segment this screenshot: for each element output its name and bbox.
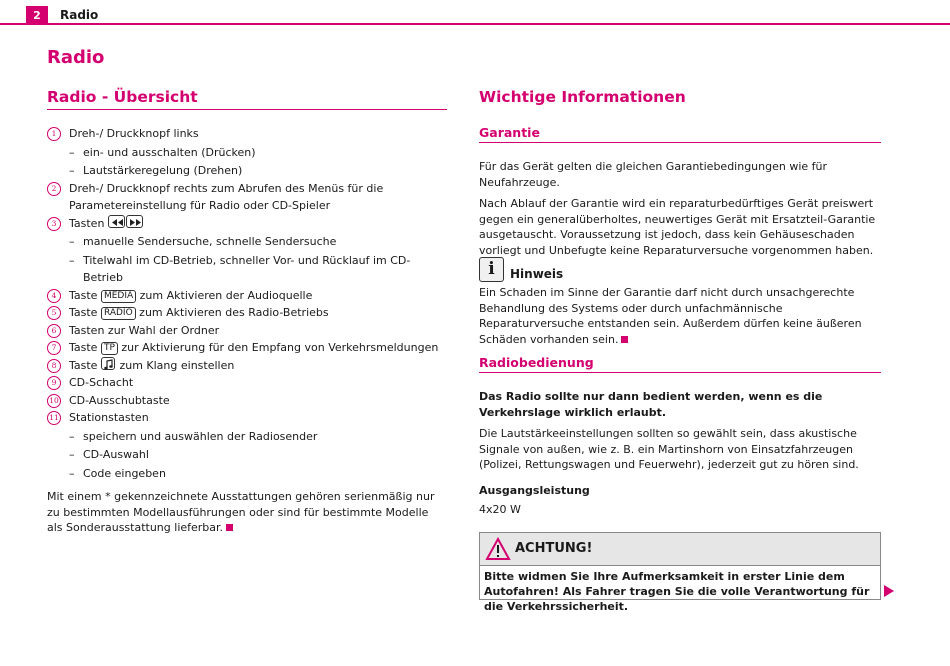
- page-header: [0, 0, 950, 25]
- callout-number: 11: [47, 411, 61, 425]
- item-text: Tasten: [69, 216, 105, 230]
- button-tag: RADIO: [101, 307, 136, 320]
- info-icon: i: [479, 257, 504, 282]
- main-title: Radio: [47, 47, 105, 68]
- overview-list: [47, 125, 447, 536]
- sub-item: – Lautstärkeregelung (Drehen): [47, 162, 447, 180]
- garantie-section: [479, 159, 881, 264]
- sub-item: – ein- und ausschalten (Drücken): [47, 144, 447, 162]
- page-number: 2: [26, 6, 48, 25]
- list-item: [47, 287, 447, 305]
- callout-number: 3: [47, 217, 61, 231]
- callout-number: 9: [47, 376, 61, 390]
- item-text: CD-Ausschubtaste: [69, 393, 170, 407]
- sub-item: – CD-Auswahl: [47, 446, 447, 464]
- list-item: [47, 304, 447, 322]
- item-text: Tasten zur Wahl der Ordner: [69, 323, 220, 337]
- overview-heading: Radio - Übersicht: [47, 88, 447, 110]
- sub-item: – manuelle Sendersuche, schnelle Sendersuche: [47, 233, 447, 251]
- important-info-heading: Wichtige Informationen: [479, 88, 686, 106]
- output-value: 4x20 W: [479, 503, 521, 516]
- callout-number: 6: [47, 324, 61, 338]
- sub-item: – speichern und auswählen der Radiosender: [47, 428, 447, 446]
- list-item: [47, 339, 447, 357]
- hinweis-section: [479, 285, 881, 347]
- equipment-note: [47, 489, 447, 536]
- end-marker: [226, 524, 233, 531]
- item-text-post: zum Aktivieren der Audioquelle: [139, 288, 313, 302]
- callout-number: 2: [47, 182, 61, 196]
- garantie-heading: Garantie: [479, 125, 881, 143]
- warning-header: [480, 533, 880, 566]
- button-tag: TP: [101, 342, 118, 355]
- list-item: [47, 409, 447, 427]
- list-item: [47, 180, 447, 215]
- sub-item: – Code eingeben: [47, 465, 447, 483]
- item-text-post: zum Klang einstellen: [119, 358, 235, 372]
- warning-triangle-icon: [485, 537, 511, 565]
- list-item: [47, 125, 447, 143]
- item-text: Taste: [69, 358, 98, 372]
- item-text: CD-Schacht: [69, 376, 134, 389]
- next-page-arrow-icon: [884, 582, 894, 601]
- radiobedienung-section: [479, 389, 881, 518]
- hinweis-title: Hinweis: [510, 267, 564, 281]
- item-text: Taste: [69, 306, 98, 319]
- volume-paragraph: Die Lautstärkeeinstellungen sollten so gewählt sein, dass akustische Signale von außen, wie z. B. ein Martinshorn von Einsatzfahrzeugen (Polizei, Rettungswagen und Feuerwehr), jederzeit gut zu hören sind.: [479, 427, 859, 471]
- item-text: Dreh-/ Druckknopf rechts zum Abrufen des Menüs für die Parametereinstellung für Radio oder CD-Spieler: [69, 181, 384, 212]
- callout-number: 8: [47, 359, 61, 373]
- item-text: Taste: [69, 341, 98, 354]
- fast-forward-icon: [126, 215, 143, 228]
- radiobedienung-heading: Radiobedienung: [479, 355, 881, 373]
- button-tag: MEDIA: [101, 290, 136, 303]
- garantie-paragraph-2: Nach Ablauf der Garantie wird ein reparaturbedürftiges Gerät preiswert gegen ein generalüberholtes, neuwertiges Gerät mit Ersatzteil-Garantie ausgetauscht. Voraussetzung ist jedoch, dass kein Gehäuseschaden vorliegt und Unbefugte keine Reparaturversuche vorgenommen haben.: [479, 197, 876, 257]
- callout-number: 1: [47, 127, 61, 141]
- callout-number: 7: [47, 341, 61, 355]
- list-item: [47, 215, 447, 233]
- music-note-icon: [101, 357, 115, 370]
- item-text-post: zur Aktivierung für den Empfang von Verkehrsmeldungen: [121, 341, 439, 354]
- item-text: Dreh-/ Druckknopf links: [69, 127, 199, 140]
- list-item: [47, 322, 447, 340]
- list-item: [47, 374, 447, 392]
- warning-title: ACHTUNG!: [515, 541, 593, 556]
- item-text: Stationstasten: [69, 411, 149, 424]
- end-marker: [621, 336, 628, 343]
- page-header-title: Radio: [60, 8, 99, 22]
- callout-number: 10: [47, 394, 61, 408]
- equipment-note-text: Mit einem * gekennzeichnete Ausstattungen gehören serienmäßig nur zu bestimmten Modellausführungen oder sind für bestimmte Modelle als Sonderausstattung lieferbar.: [47, 490, 435, 534]
- callout-number: 5: [47, 306, 61, 320]
- safety-bold-paragraph: Das Radio sollte nur dann bedient werden, wenn es die Verkehrslage wirklich erlaubt.: [479, 390, 823, 419]
- warning-text: Bitte widmen Sie Ihre Aufmerksamkeit in erster Linie dem Autofahren! Als Fahrer tragen Sie die volle Verantwortung für die Verkehrssicherheit.: [484, 570, 870, 613]
- item-text: Taste: [69, 288, 98, 302]
- item-text-post: zum Aktivieren des Radio-Betriebs: [139, 306, 329, 319]
- sub-item: – Titelwahl im CD-Betrieb, schneller Vor- und Rücklauf im CD-Betrieb: [47, 252, 447, 287]
- output-label: Ausgangsleistung: [479, 483, 590, 497]
- callout-number: 4: [47, 289, 61, 303]
- list-item: [47, 392, 447, 410]
- list-item: [47, 357, 447, 375]
- hinweis-text: Ein Schaden im Sinne der Garantie darf nicht durch unsachgerechte Behandlung des Systems oder durch unfachmännische Reparaturversuche entstanden sein. Außerdem dürfen keine äußeren Schäden vorhanden sein.: [479, 286, 862, 346]
- garantie-paragraph-1: Für das Gerät gelten die gleichen Garantiebedingungen wie für Neufahrzeuge.: [479, 160, 828, 189]
- rewind-icon: [108, 215, 125, 228]
- warning-box: [479, 532, 881, 613]
